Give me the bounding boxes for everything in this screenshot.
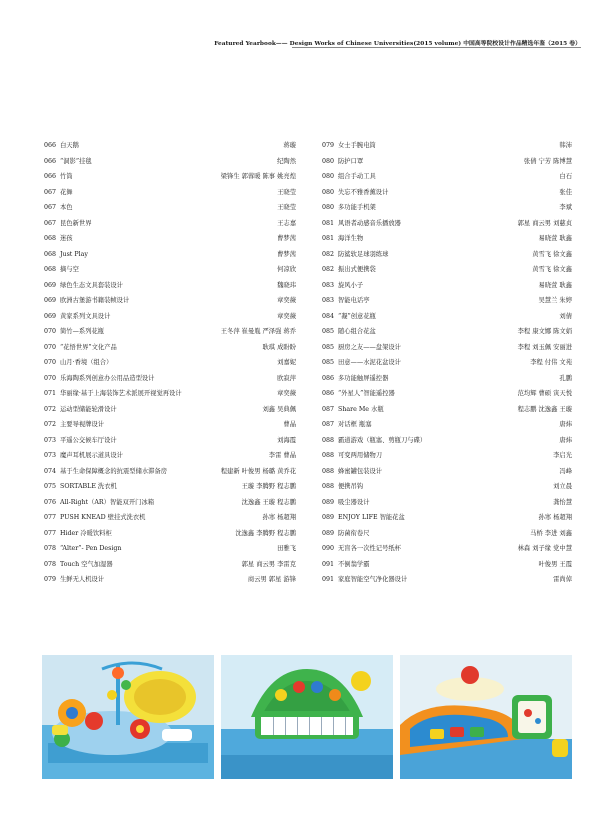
page-number: 075 (44, 483, 57, 490)
index-entry (44, 495, 296, 511)
index-entry (44, 154, 296, 170)
page-number: 087 (322, 405, 335, 413)
index-entry (322, 278, 572, 294)
work-title: 山月·香境（组合） (60, 359, 113, 366)
page-number: 068 (44, 266, 57, 273)
work-authors: 程建新 叶俊男 杨璐 黄乔花 (220, 467, 296, 475)
work-title: 乐海陶系列创意办公用品造型设计 (60, 374, 155, 382)
index-entry (44, 216, 296, 232)
work-title: 失忘不雅香薰设计 (338, 188, 389, 196)
index-entry (44, 371, 296, 387)
page-number: 067 (44, 204, 57, 211)
work-title: 风语者动感音乐播放器 (338, 219, 401, 227)
index-entry (44, 185, 296, 201)
work-title: 平遥公交候车厅设计 (60, 436, 117, 444)
work-title: 基于生命保障概念的抗震型储水滞备房 (60, 467, 168, 475)
work-title: ENJOY LIFE 智能花盆 (338, 514, 405, 521)
work-title: 随心组合花盆 (338, 328, 376, 335)
work-title: 防护口罩 (338, 157, 364, 165)
work-authors: 孔鹏 (559, 374, 572, 382)
work-authors: 黄雪飞 徐文鑫 (532, 250, 572, 258)
work-title: 本色 (60, 204, 73, 211)
work-title: 简竹—系列花瓶 (60, 328, 105, 335)
page-number: 077 (44, 514, 57, 521)
index-entry (322, 433, 572, 449)
index-entry (322, 231, 572, 247)
work-authors: 李启光 (553, 452, 572, 459)
index-entry (44, 355, 296, 371)
index-entry (322, 293, 572, 309)
index-entry (322, 541, 572, 557)
work-title: 霸道游戏（瓶塞、剪瓶刀与碟） (338, 436, 427, 444)
work-authors: 郭星 商云男 刘慈贞 (517, 219, 572, 227)
page-number: 066 (44, 173, 57, 180)
work-authors: 李雷 曹晶 (268, 452, 296, 459)
work-title: 白天鹅 (60, 142, 79, 149)
header-rule (292, 47, 581, 48)
work-title: 厨房之友——盘架设计 (338, 343, 401, 351)
work-title: 女士手腕电筒 (338, 142, 376, 149)
page-number: 067 (44, 188, 57, 196)
index-entry (322, 526, 572, 542)
work-authors: 李程 刘玉佩 安丽进 (517, 343, 572, 351)
work-authors: 白石 (559, 173, 572, 180)
page-number: 069 (44, 297, 57, 304)
page-number: 081 (322, 235, 335, 242)
work-authors: 欧寂萍 (277, 374, 296, 382)
work-title: 多功能触屏遥控器 (338, 374, 389, 382)
work-authors: 何凉欣 (277, 266, 296, 273)
index-entry (44, 448, 296, 464)
page-number: 070 (44, 328, 57, 335)
index-entry (44, 417, 296, 433)
index-entry (322, 200, 572, 216)
work-title: 无盲各一次性记号纸杯 (338, 545, 401, 552)
index-entry (322, 371, 572, 387)
index-column-right (322, 138, 572, 588)
page-number: 089 (322, 498, 335, 506)
index-entry (44, 138, 296, 154)
page-number: 073 (44, 436, 57, 444)
index-entry (322, 216, 572, 232)
work-title: “凝”创意花瓶 (338, 312, 376, 320)
work-title: 竹筒 (60, 173, 73, 180)
work-authors: 曹梦茜 (277, 250, 296, 258)
page-number: 070 (44, 374, 57, 382)
work-authors: 孙寒 杨超翔 (262, 514, 296, 521)
work-title: 摘与空 (60, 266, 79, 273)
work-authors: 田雅飞 (277, 545, 296, 552)
work-authors: 商云男 郭星 游锋 (247, 576, 296, 583)
index-entry (322, 309, 572, 325)
page-number: 091 (322, 576, 335, 583)
work-title: 振出式便携袋 (338, 266, 376, 273)
work-title: 迷孩 (60, 235, 73, 242)
work-authors: 韩沛 (559, 142, 572, 149)
work-authors: 张倩 宁芳 陈博慧 (523, 157, 572, 165)
work-title: “Alter”- Pen Design (60, 545, 122, 552)
work-authors: 吴慧兰 朱婷 (538, 297, 572, 304)
work-title: 防鲨软足球羽练球 (338, 250, 389, 258)
work-title: Hider 冷暖饮料柜 (60, 529, 112, 537)
page-number: 069 (44, 281, 57, 289)
work-title: 多功能手机架 (338, 204, 376, 211)
index-entry (322, 417, 572, 433)
index-entry (322, 138, 572, 154)
page-number: 087 (322, 421, 335, 428)
page-number: 080 (322, 204, 335, 211)
work-title: SORTABLE 洗衣机 (60, 483, 117, 490)
work-title: 家庭智能空气净化器设计 (338, 576, 408, 583)
index-entry (322, 262, 572, 278)
page-number: 067 (44, 219, 57, 227)
index-entry (44, 386, 296, 402)
index-entry (322, 402, 572, 418)
page-number: 072 (44, 405, 57, 413)
index-entry (44, 526, 296, 542)
index-column-left (44, 138, 296, 588)
toy-keyboard-illustration (221, 655, 393, 779)
work-authors: 章奕薇 (277, 312, 296, 320)
work-authors: 刘倩 (559, 312, 572, 320)
page-number: 078 (44, 545, 57, 552)
index-entry (44, 572, 296, 588)
index-entry (322, 185, 572, 201)
index-entry (322, 154, 572, 170)
index-entry (44, 278, 296, 294)
index-entry (322, 572, 572, 588)
work-authors: 章奕薇 (277, 297, 296, 304)
work-authors: 曹晶 (283, 421, 296, 428)
work-title: PUSH KNEAD 壁挂式洗衣机 (60, 514, 146, 521)
page-number: 090 (322, 545, 335, 552)
page-number: 082 (322, 266, 335, 273)
index-entry (44, 324, 296, 340)
work-title: 组合手动工具 (338, 173, 376, 180)
index-entry (322, 479, 572, 495)
work-title: “洞影”挂毯 (60, 157, 92, 165)
work-authors: 刘海霞 (277, 436, 296, 444)
work-authors: 叶俊男 王霞 (538, 560, 572, 568)
work-title: “外星人”智能遥控器 (338, 390, 395, 397)
index-entry (44, 309, 296, 325)
work-authors: 郭星 商云男 李雷克 (241, 560, 296, 568)
page-number: 085 (322, 328, 335, 335)
work-authors: 耿琪 成盼盼 (262, 343, 296, 351)
page-number: 085 (322, 359, 335, 366)
work-title: 花舞 (60, 188, 73, 196)
page-number: 068 (44, 235, 57, 242)
work-authors: 曹梦茜 (277, 235, 296, 242)
page-number: 084 (322, 312, 335, 320)
work-authors: 易晓萱 耿鑫 (538, 235, 572, 242)
work-authors: 沈逸鑫 李腾野 程志鹏 (235, 529, 296, 537)
page-number: 091 (322, 560, 335, 568)
page-number: 071 (44, 390, 57, 397)
work-authors: 马桥 李进 刘鑫 (530, 529, 572, 537)
page-number: 066 (44, 157, 57, 165)
work-authors: 易晓萱 耿鑫 (538, 281, 572, 289)
work-title: 旋风小子 (338, 281, 364, 289)
work-title: All-Right（AR）智能双开门冰箱 (60, 498, 155, 506)
page-number: 080 (322, 157, 335, 165)
index-entry (322, 495, 572, 511)
index-entry (44, 340, 296, 356)
work-authors: 纪陶然 (277, 157, 296, 165)
page-number: 088 (322, 452, 335, 459)
page-number: 074 (44, 467, 57, 475)
page-number: 088 (322, 467, 335, 475)
index-entry (44, 510, 296, 526)
work-title: 主要导视牌设计 (60, 421, 105, 428)
page-number: 088 (322, 436, 335, 444)
index-entry (322, 324, 572, 340)
work-authors: 林森 刘子缘 党中慧 (517, 545, 572, 552)
work-title: 黄家系列文具设计 (60, 312, 111, 320)
work-title: 欧洲古堡游书籍装帧设计 (60, 297, 130, 304)
work-authors: 章奕薇 (277, 390, 296, 397)
page-number: 066 (44, 142, 57, 149)
page-number: 070 (44, 359, 57, 366)
page-number: 086 (322, 390, 335, 397)
work-authors: 张佳 (559, 188, 572, 196)
work-authors: 蒋璇 (283, 142, 296, 149)
index-entry (44, 262, 296, 278)
page-number: 083 (322, 281, 335, 289)
index-entry (44, 247, 296, 263)
work-authors: 龚怡慧 (553, 498, 572, 506)
work-title: 魔声耳机展示道具设计 (60, 452, 123, 459)
page-number: 080 (322, 173, 335, 180)
page-number: 079 (322, 142, 335, 149)
page-number: 076 (44, 498, 57, 506)
index-entry (322, 510, 572, 526)
index-entry (44, 433, 296, 449)
page-number: 086 (322, 374, 335, 382)
work-authors: 唐炜 (559, 421, 572, 428)
index-entry (44, 231, 296, 247)
page-number: 080 (322, 188, 335, 196)
work-title: “花悟世界”文化产品 (60, 343, 117, 351)
index-entry (44, 402, 296, 418)
page-number: 077 (44, 529, 57, 537)
page-number: 089 (322, 514, 335, 521)
index-entry (322, 386, 572, 402)
index-entry (44, 293, 296, 309)
page-number: 089 (322, 529, 335, 537)
work-title: 对话框 瓶塞 (338, 421, 372, 428)
index-entry (44, 169, 296, 185)
index-entry (322, 448, 572, 464)
work-title: 便携吊钩 (338, 483, 364, 490)
work-title: 蜂蜜罐包装设计 (338, 467, 383, 475)
work-authors: 王志嘉 (277, 219, 296, 227)
work-authors: 刘立晨 (553, 483, 572, 490)
index-entry (322, 557, 572, 573)
work-authors: 王晓莹 (277, 188, 296, 196)
work-authors: 雷尚倬 (553, 576, 572, 583)
work-title: 昆色新世界 (60, 219, 92, 227)
page-number: 082 (322, 250, 335, 258)
page-number: 069 (44, 312, 57, 320)
index-entry (44, 464, 296, 480)
index-entry (44, 557, 296, 573)
page-number: 070 (44, 343, 57, 351)
work-authors: 沈逸鑫 王璇 程志鹏 (241, 498, 296, 506)
index-entry (44, 479, 296, 495)
work-title: Touch 空气加湿器 (60, 560, 113, 568)
work-title: 运动型储能轮滑设计 (60, 405, 117, 413)
work-authors: 刘鑫 吴典佩 (262, 405, 296, 413)
index-entry (322, 169, 572, 185)
work-authors: 刘嘉妮 (277, 359, 296, 366)
photo-toy-panel (400, 655, 572, 779)
photo-activity-table (42, 655, 214, 779)
page-number: 085 (322, 343, 335, 351)
page-number: 088 (322, 483, 335, 490)
work-title: 可变两用储物刀 (338, 452, 383, 459)
work-authors: 王冬萍 崔曼胤 严泽强 蒋乔 (220, 328, 296, 335)
index-entry (322, 340, 572, 356)
index-entry (322, 355, 572, 371)
toy-panel-illustration (400, 655, 572, 779)
toy-table-illustration (42, 655, 214, 779)
work-title: 防菌衔卷尺 (338, 529, 370, 537)
work-authors: 程志鹏 沈逸鑫 王璇 (517, 405, 572, 413)
index-entry (44, 541, 296, 557)
work-authors: 孙寒 杨超翔 (538, 514, 572, 521)
page-number: 068 (44, 250, 57, 258)
work-authors: 唐炜 (559, 436, 572, 444)
work-authors: 梁锋生 郭蓉暖 陈事 姚亮煌 (220, 173, 296, 180)
work-title: 智能电话亭 (338, 297, 370, 304)
index-entry (322, 464, 572, 480)
running-header: Featured Yearbook—— Design Works of Chinese Universities(2015 volume) 中国高等院校设计作品精选年鉴（2015 卷） (214, 41, 581, 47)
work-authors: 范均辉 曹硕 寅天悦 (517, 390, 572, 397)
work-authors: 李程 康文娜 陈文娟 (517, 328, 572, 335)
work-authors: 李斌 (559, 204, 572, 211)
index-entry (322, 247, 572, 263)
work-authors: 李程 付伟 文苑 (530, 359, 572, 366)
work-title: 生鲜无人机设计 (60, 576, 105, 583)
page-number: 083 (322, 297, 335, 304)
work-title: 吸尘器设计 (338, 498, 370, 506)
work-title: Share Me 水瓶 (338, 405, 384, 413)
work-title: 不倒翁学霸 (338, 560, 370, 568)
work-title: 海洋生物 (338, 235, 364, 242)
work-title: Just Play (60, 250, 88, 258)
work-title: 华丽缘·基于上海装饰艺术派展开视觉再设计 (60, 390, 182, 397)
page-number: 073 (44, 452, 57, 459)
work-authors: 王璇 李腾野 程志鹏 (241, 483, 296, 490)
page-number: 081 (322, 219, 335, 227)
work-authors: 魏晓玮 (277, 281, 296, 289)
work-title: 绿色生态文具套装设计 (60, 281, 123, 289)
page-number: 079 (44, 576, 57, 583)
work-authors: 黄雪飞 徐文鑫 (532, 266, 572, 273)
page-number: 072 (44, 421, 57, 428)
photo-toy-keyboard (221, 655, 393, 779)
page-number: 078 (44, 560, 57, 568)
work-authors: 王晓莹 (277, 204, 296, 211)
work-title: 田意——水泥花盆设计 (338, 359, 401, 366)
index-entry (44, 200, 296, 216)
work-authors: 冯峰 (559, 467, 572, 475)
